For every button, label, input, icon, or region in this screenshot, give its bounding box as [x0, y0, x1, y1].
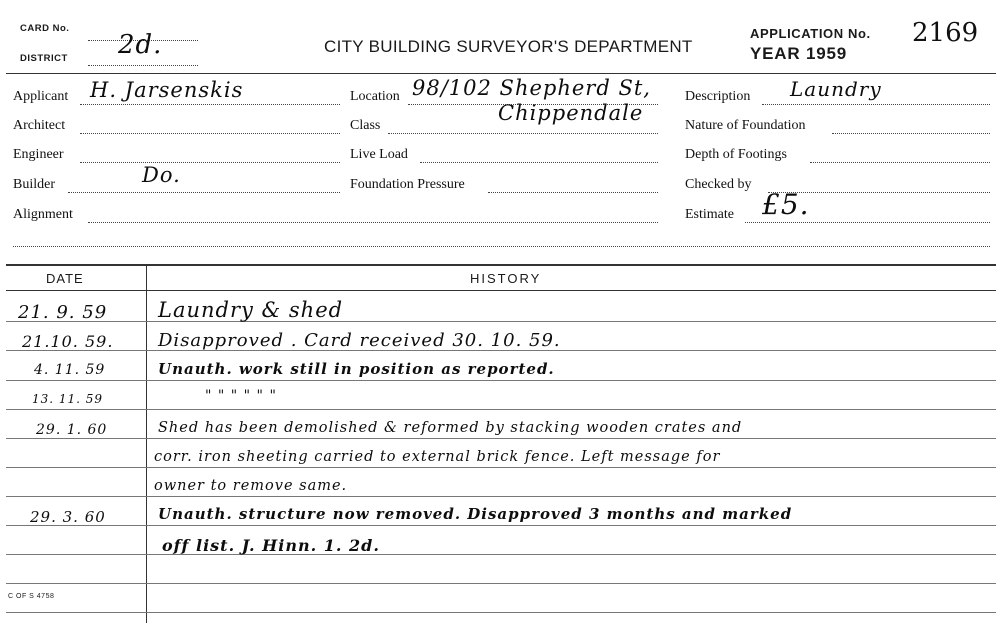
district-value: 2d.: [118, 30, 163, 60]
alignment-label: Alignment: [13, 207, 73, 222]
district-line: [88, 65, 198, 66]
history-line: Shed has been demolished & reformed by stacking wooden crates and: [158, 420, 743, 436]
history-line: Unauth. structure now removed. Disapproved 3 months and marked: [158, 505, 793, 523]
ruled-line: [6, 467, 996, 468]
history-date: 13. 11. 59: [32, 392, 104, 406]
location-value: 98/102 Shepherd St,: [412, 76, 651, 100]
ruled-line: [6, 409, 996, 410]
history-date: 4. 11. 59: [34, 362, 106, 378]
department-title: CITY BUILDING SURVEYOR'S DEPARTMENT: [324, 37, 693, 56]
district-label: DISTRICT: [20, 53, 68, 64]
estimate-label: Estimate: [685, 207, 734, 222]
foundation-pressure-label: Foundation Pressure: [350, 177, 465, 192]
architect-label: Architect: [13, 118, 66, 133]
builder-value: Do.: [142, 163, 181, 187]
history-date: 21. 9. 59: [18, 302, 108, 323]
nature-of-foundation-label: Nature of Foundation: [685, 118, 806, 133]
blank-line: [13, 246, 990, 247]
depth-of-footings-label: Depth of Footings: [685, 147, 787, 162]
history-date: 29. 3. 60: [30, 508, 106, 526]
history-date: 29. 1. 60: [36, 422, 108, 438]
description-label: Description: [685, 89, 751, 104]
history-line: owner to remove same.: [154, 478, 348, 494]
description-line: [762, 104, 990, 105]
engineer-line: [80, 162, 340, 163]
ruled-line: [6, 321, 996, 322]
application-no-label: APPLICATION No.: [750, 26, 871, 41]
ruled-line: [6, 554, 996, 555]
history-date: 21.10. 59.: [22, 332, 114, 351]
history-line: off list. J. Hinn. 1. 2d.: [162, 536, 380, 555]
history-header-rule: [6, 290, 996, 291]
description-value: Laundry: [790, 77, 882, 101]
builder-line: [68, 192, 340, 193]
location-label: Location: [350, 89, 400, 104]
foundation-pressure-line: [488, 192, 658, 193]
ruled-line: [6, 612, 996, 613]
nature-of-foundation-line: [832, 133, 990, 134]
builder-label: Builder: [13, 177, 55, 192]
history-line: corr. iron sheeting carried to external brick fence. Left message for: [154, 449, 721, 465]
form-code: C OF S 4758: [8, 593, 55, 600]
history-line: Unauth. work still in position as reported.: [158, 360, 555, 378]
date-header: DATE: [46, 271, 84, 286]
estimate-value: £5.: [762, 188, 810, 221]
applicant-label: Applicant: [13, 89, 69, 104]
history-top-rule: [6, 264, 996, 266]
ruled-line: [6, 496, 996, 497]
history-line: Disapproved . Card received 30. 10. 59.: [158, 330, 561, 351]
alignment-line: [88, 222, 658, 223]
live-load-label: Live Load: [350, 147, 408, 162]
ruled-line: [6, 438, 996, 439]
architect-line: [80, 133, 340, 134]
engineer-label: Engineer: [13, 147, 64, 162]
applicant-value: H. Jarsenskis: [90, 78, 244, 102]
class-label: Class: [350, 118, 381, 133]
card-no-label: CARD No.: [20, 23, 70, 34]
ruled-line: [6, 380, 996, 381]
applicant-line: [80, 104, 340, 105]
ruled-line: [6, 583, 996, 584]
history-header: HISTORY: [470, 271, 542, 286]
date-column-divider: [146, 264, 147, 623]
application-no-value: 2169: [912, 18, 979, 48]
live-load-line: [420, 162, 658, 163]
location-value-2: Chippendale: [498, 101, 644, 125]
history-line: " " " " " ": [205, 388, 277, 404]
year-label: YEAR 1959: [750, 44, 847, 63]
checked-by-label: Checked by: [685, 177, 752, 192]
depth-of-footings-line: [810, 162, 990, 163]
class-line: [388, 133, 658, 134]
history-line: Laundry & shed: [158, 298, 344, 322]
ruled-line: [6, 525, 996, 526]
estimate-line: [745, 222, 990, 223]
header-rule: [6, 73, 996, 74]
